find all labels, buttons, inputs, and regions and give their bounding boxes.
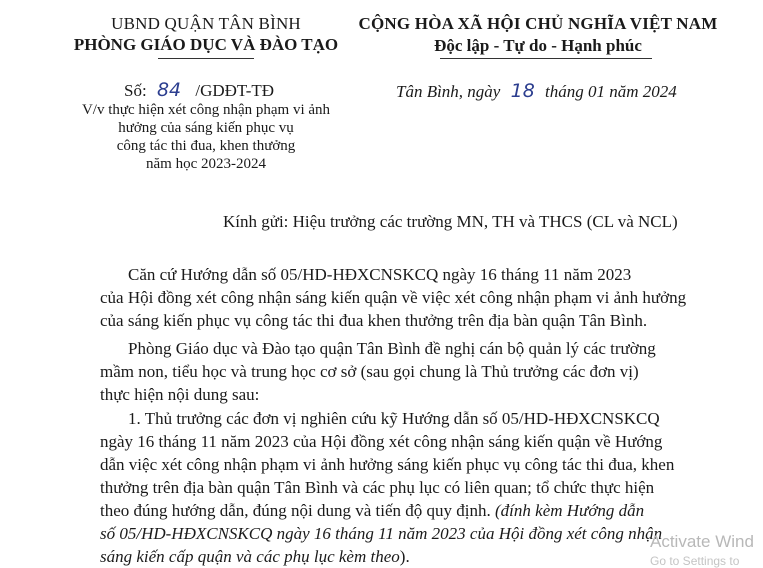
attachment-note-text: sáng kiến cấp quận và các phụ lục kèm theo — [100, 547, 400, 566]
national-title: CỘNG HÒA XÃ HỘI CHỦ NGHĨA VIỆT NAM — [358, 14, 718, 33]
attachment-note: (đính kèm Hướng dẫn — [490, 501, 645, 520]
date-rest: tháng 01 năm 2024 — [545, 82, 677, 101]
issuer-department: PHÒNG GIÁO DỤC VÀ ĐÀO TẠO — [73, 35, 339, 54]
subject-line: năm học 2023-2024 — [146, 156, 266, 172]
date-place: Tân Bình, ngày — [396, 82, 501, 101]
attachment-note-end: ). — [399, 547, 410, 566]
issuer-district: UBND QUẬN TÂN BÌNH — [111, 14, 301, 33]
body-line-text: theo đúng hướng dẫn, đúng nội dung và tiến độ quy định. — [100, 501, 491, 520]
body-line: thực hiện nội dung sau: — [100, 385, 260, 404]
doc-number-prefix: Số: — [124, 81, 147, 100]
body-line: của Hội đồng xét công nhận sáng kiến quận về việc xét công nhận phạm vi ảnh hưởng — [100, 288, 687, 307]
body-line: dẫn việc xét công nhận phạm vi ảnh hưởng sáng kiến phục vụ công tác thi đua, khen — [100, 455, 675, 474]
attachment-note-line — [100, 547, 410, 567]
body-line: 1. Thủ trưởng các đơn vị nghiên cứu kỹ Hướng dẫn số 05/HD-HĐXCNSKCQ — [128, 409, 660, 428]
document-number — [124, 79, 274, 101]
doc-number-handwritten: 84 — [156, 79, 182, 101]
issuer-underline — [158, 58, 254, 59]
body-line: của sáng kiến phục vụ công tác thi đua khen thưởng trên địa bàn quận Tân Bình. — [100, 311, 648, 330]
body-line: Căn cứ Hướng dẫn số 05/HD-HĐXCNSKCQ ngày 16 tháng 11 năm 2023 — [128, 265, 632, 284]
subject-line: hưởng của sáng kiến phục vụ — [118, 120, 294, 136]
date-day-handwritten: 18 — [510, 80, 535, 102]
body-line: Phòng Giáo dục và Đào tạo quận Tân Bình đề nghị cán bộ quản lý các trường — [128, 339, 656, 358]
activation-watermark-title: Activate Wind — [650, 532, 754, 551]
body-line: ngày 16 tháng 11 năm 2023 của Hội đồng xét công nhận sáng kiến quận về Hướng — [100, 432, 663, 451]
activation-watermark-subtitle: Go to Settings to — [650, 554, 740, 568]
document-date — [396, 80, 677, 102]
body-line: thưởng trên địa bàn quận Tân Bình và các phụ lục có liên quan; tổ chức thực hiện — [100, 478, 655, 497]
subject-line: công tác thi đua, khen thưởng — [116, 138, 296, 154]
national-motto: Độc lập - Tự do - Hạnh phúc — [434, 36, 642, 55]
body-line: mầm non, tiểu học và trung học cơ sở (sau gọi chung là Thủ trưởng các đơn vị) — [100, 362, 639, 381]
body-line — [100, 501, 644, 521]
doc-number-suffix: /GDĐT-TĐ — [195, 81, 275, 100]
motto-underline — [440, 58, 652, 59]
subject-line: V/v thực hiện xét công nhận phạm vi ảnh — [81, 102, 331, 118]
attachment-note-line: số 05/HD-HĐXCNSKCQ ngày 16 tháng 11 năm 2023 của Hội đồng xét công nhận — [100, 524, 663, 543]
recipient-line: Kính gửi: Hiệu trưởng các trường MN, TH và THCS (CL và NCL) — [223, 212, 678, 231]
